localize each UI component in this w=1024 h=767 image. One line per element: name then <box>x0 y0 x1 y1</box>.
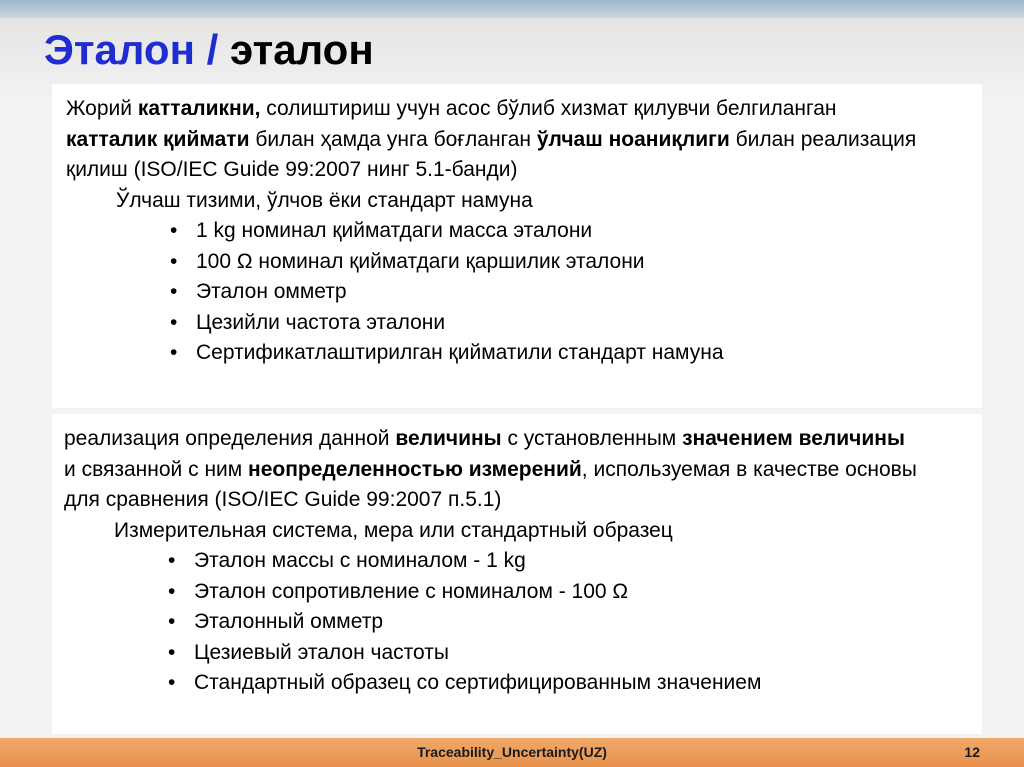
ru-bold-3: неопределенностью измерений <box>248 457 582 481</box>
page-number: 12 <box>964 744 980 760</box>
bullet-icon: • <box>168 549 176 572</box>
title-rest: эталон <box>229 26 374 73</box>
bullet-icon: • <box>168 671 176 694</box>
ru-text-3: и связанной с ним <box>64 457 249 481</box>
ru-bold-2: значением величины <box>682 427 905 450</box>
list-item: • Эталонный омметр <box>168 607 982 638</box>
bullet-icon: • <box>168 579 176 603</box>
bullet-icon: • <box>170 280 178 303</box>
uz-text-2: солиштириш учун асос бўлиб хизмат қилувчи белгиланган <box>260 97 837 120</box>
russian-subheading: Измерительная система, мера или стандартный образец <box>114 518 673 542</box>
slide-title <box>44 24 374 76</box>
list-item: • Эталон омметр <box>170 277 982 308</box>
title-main: Эталон <box>44 26 195 73</box>
footer-title: Traceability_Uncertainty(UZ) <box>417 744 607 760</box>
list-item: • Сертификатлаштирилган қийматили стандарт намуна <box>170 338 982 369</box>
russian-definition-box <box>52 414 982 734</box>
title-separator: / <box>194 26 230 73</box>
ru-bold-1: величины <box>395 427 502 450</box>
russian-bullet-list <box>64 546 982 699</box>
list-item: • Эталон массы с номиналом - 1 kg <box>168 546 982 577</box>
uz-bold-1: катталикни, <box>137 97 261 120</box>
list-item: • 1 kg номинал қийматдаги масса эталони <box>170 216 982 247</box>
uzbek-bullet-list <box>66 216 982 369</box>
bullet-icon: • <box>168 640 176 664</box>
ru-text-2: с установленным <box>501 427 683 450</box>
ru-text-4: , используемая в качестве основы для сравнения (ISO/IEC Guide 99:2007 п.5.1) <box>64 457 917 511</box>
uzbek-definition <box>66 94 926 186</box>
bullet-icon: • <box>170 219 178 242</box>
list-item: • Стандартный образец со сертифицированным значением <box>168 668 982 699</box>
list-item: • 100 Ω номинал қийматдаги қаршилик эталони <box>170 247 982 278</box>
list-item: • Эталон сопротивление с номиналом - 100 Ω <box>168 577 982 608</box>
top-band <box>0 0 1024 18</box>
uz-bold-2: катталик қиймати <box>66 127 250 151</box>
uz-text-3: билан ҳамда унга боғланган <box>249 127 537 151</box>
bullet-icon: • <box>170 249 178 273</box>
list-item: • Цезийли частота эталони <box>170 308 982 339</box>
list-item: • Цезиевый эталон частоты <box>168 638 982 669</box>
footer-bar <box>0 738 1024 767</box>
uz-text-1: Жорий <box>66 97 138 120</box>
uz-text-4: билан реализация қилиш (ISO/IEC Guide 99:2007 нинг 5.1-банди) <box>66 127 917 181</box>
bullet-icon: • <box>170 310 178 334</box>
uzbek-subheading: Ўлчаш тизими, ўлчов ёки стандарт намуна <box>116 188 533 212</box>
russian-definition <box>64 424 920 516</box>
uzbek-definition-box <box>52 84 982 408</box>
uz-bold-3: ўлчаш ноаниқлиги <box>536 127 730 151</box>
ru-text-1: реализация определения данной <box>64 427 396 450</box>
bullet-icon: • <box>168 610 176 633</box>
bullet-icon: • <box>170 341 178 364</box>
